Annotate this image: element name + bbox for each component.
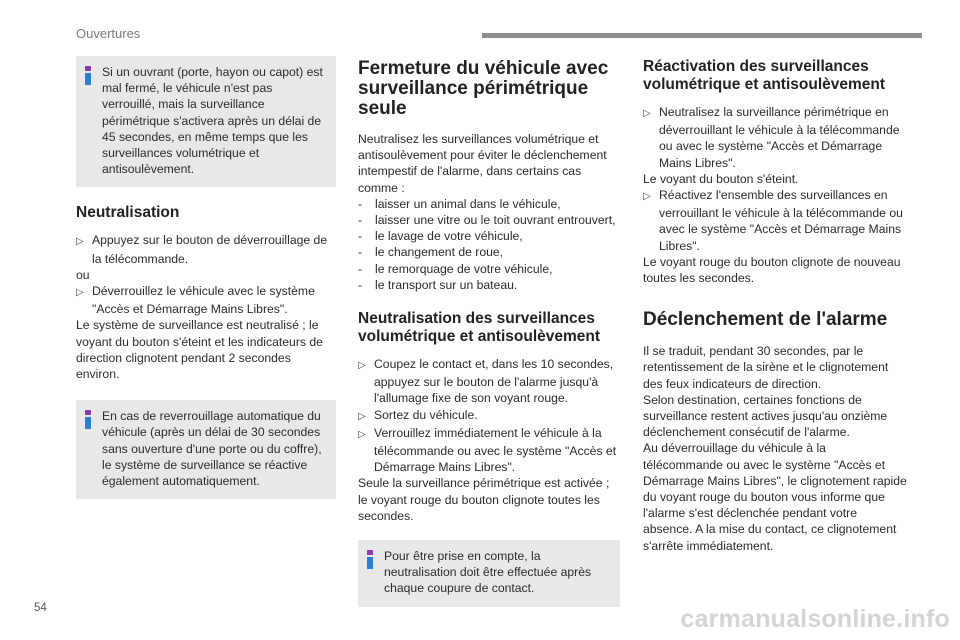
step-text: Sortez du véhicule.	[374, 407, 478, 422]
body-paragraph: Seule la surveillance périmétrique est activée ; le voyant rouge du bouton clignote toutes les secondes.	[358, 476, 610, 523]
step-text: Neutralisez la surveillance périmétrique en déverrouillant le véhicule à la télécommande ou avec le système "Accès et Démarrage Mains Libres".	[659, 105, 900, 170]
header-bar	[482, 33, 922, 38]
arrow-right-icon: ▷	[358, 360, 366, 372]
step-item	[76, 283, 336, 317]
step-item	[358, 356, 620, 407]
step-item	[76, 232, 336, 266]
section-title: Réactivation des surveillances volumétrique et antisoulèvement	[643, 58, 886, 93]
arrow-right-icon: ▷	[643, 191, 651, 203]
section-title: Neutralisation	[76, 204, 180, 222]
info-note	[76, 400, 336, 499]
body-paragraph: Neutralisez les surveillances volumétrique et antisoulèvement pour éviter le déclenchement intempestif de l'alarme, dans certains cas comme :	[358, 132, 607, 195]
watermark: carmanualsonline.info	[680, 605, 950, 633]
note-text: Si un ouvrant (porte, hayon ou capot) est mal fermé, le véhicule n'est pas verrouillé, mais la surveillance périmétrique s'activera après un délai de 45 secondes, en même temps que les surveillances volumétrique et antisoulèvement.	[102, 65, 323, 177]
body-paragraph: Il se traduit, pendant 30 secondes, par le retentissement de la sirène et le clignotement des feux indicateurs de direction.	[643, 344, 889, 391]
list-item: - le changement de roue,	[358, 245, 504, 260]
arrow-right-icon: ▷	[76, 236, 84, 248]
body-paragraph: Le voyant du bouton s'éteint.	[643, 171, 799, 186]
column-3	[643, 56, 907, 554]
list-item: - le remorquage de votre véhicule,	[358, 261, 553, 276]
info-icon	[366, 550, 374, 569]
section-header: Ouvertures	[76, 26, 141, 41]
info-note	[358, 540, 620, 607]
list-item: - laisser un animal dans le véhicule,	[358, 196, 561, 211]
section-title: Fermeture du véhicule avec surveillance périmétrique seule	[358, 58, 609, 119]
step-item	[358, 425, 620, 476]
arrow-right-icon: ▷	[358, 428, 366, 440]
list-item: - laisser une vitre ou le toit ouvrant entrouvert,	[358, 213, 616, 228]
step-item	[643, 104, 907, 171]
page-number: 54	[34, 602, 47, 614]
column-2	[358, 56, 620, 607]
arrow-right-icon: ▷	[643, 108, 651, 119]
subsection-title: Neutralisation des surveillances volumétrique et antisoulèvement	[358, 310, 601, 346]
body-paragraph: Au déverrouillage du véhicule à la télécommande ou avec le système "Accès et Démarrage Mains Libres", le clignotement rapide du voyant rouge du bouton vous informe que l'alarme s'est déclenchée pendant votre absence. A la mise du contact, ce clignotement s'arrête immédiatement.	[643, 441, 907, 553]
step-text: Réactivez l'ensemble des surveillances en verrouillant le véhicule à la télécommande ou avec le système "Accès et Démarrage Mains Libres".	[659, 188, 903, 253]
body-paragraph: Selon destination, certaines fonctions de surveillance restent actives jusqu'au onzième déclenchement consécutif de l'alarme.	[643, 392, 888, 440]
arrow-right-icon: ▷	[358, 410, 366, 422]
step-text: Verrouillez immédiatement le véhicule à la télécommande ou avec le système "Accès et Démarrage Mains Libres".	[374, 425, 617, 475]
step-item	[643, 187, 907, 254]
section-title: Déclenchement de l'alarme	[643, 309, 888, 331]
note-text: En cas de reverrouillage automatique du véhicule (après un délai de 30 secondes sans ouverture d'une porte ou du coffre), le système de surveillance se réactive également automatiquement.	[102, 409, 322, 489]
step-text: Coupez le contact et, dans les 10 secondes, appuyez sur le bouton de l'alarme jusqu'à l'allumage fixe de son voyant rouge.	[374, 357, 614, 406]
note-text: Pour être prise en compte, la neutralisation doit être effectuée après chaque coupure de contact.	[384, 549, 592, 596]
body-paragraph: Le voyant rouge du bouton clignote de nouveau toutes les secondes.	[643, 254, 901, 286]
info-note	[76, 56, 336, 187]
or-text: ou	[76, 267, 90, 282]
arrow-right-icon: ▷	[76, 287, 84, 299]
info-icon	[84, 410, 92, 429]
column-1	[76, 56, 336, 499]
dash-list	[358, 196, 620, 293]
step-text: Appuyez sur le bouton de déverrouillage de la télécommande.	[92, 233, 328, 266]
body-paragraph: Le système de surveillance est neutralisé ; le voyant du bouton s'éteint et les indicateurs de direction clignotent pendant 2 secondes environ.	[76, 318, 323, 382]
step-item	[358, 407, 620, 425]
list-item: - le transport sur un bateau.	[358, 277, 518, 292]
info-icon	[84, 66, 92, 85]
step-text: Déverrouillez le véhicule avec le système "Accès et Démarrage Mains Libres".	[92, 284, 315, 317]
list-item: - le lavage de votre véhicule,	[358, 229, 523, 244]
